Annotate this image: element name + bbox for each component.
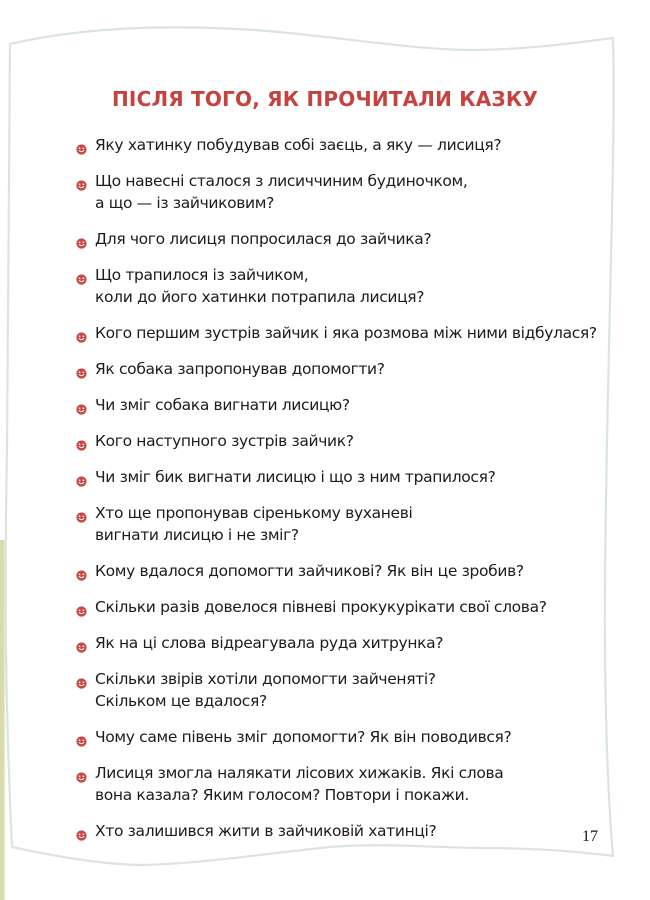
question-line: Скільки звірів хотіли допомогти зайченяті? [95,670,436,688]
list-item [76,134,621,156]
list-item [76,170,621,214]
question-text [95,726,621,748]
question-text [95,632,621,654]
smiley-face-icon [76,767,87,778]
question-line: Яку хатинку побудував собі заєць, а яку — лисиця? [95,136,502,154]
list-item [76,820,621,842]
question-line: вигнати лисицю і не зміг? [95,526,299,544]
list-item [76,762,621,806]
list-item [76,358,621,380]
question-line: Скільки разів довелося півневі прокукурікати свої слова? [95,598,547,616]
question-line: Хто залишився жити в зайчиковій хатинці? [95,822,437,840]
smiley-face-icon [76,269,87,280]
question-text [95,466,621,488]
question-text [95,264,621,308]
question-text [95,820,621,842]
question-text [95,762,621,806]
smiley-face-icon [76,565,87,576]
list-item [76,560,621,582]
question-text [95,228,621,250]
smiley-face-icon [76,507,87,518]
list-item [76,596,621,618]
smiley-face-icon [76,637,87,648]
question-line: Чому саме півень зміг допомогти? Як він поводився? [95,728,512,746]
smiley-face-icon [76,363,87,374]
question-line: Чи зміг бик вигнати лисицю і що з ним трапилося? [95,468,496,486]
smiley-face-icon [76,435,87,446]
page-edge-strip [0,540,6,900]
question-line: Що навесні сталося з лисиччиним будиночком, [95,172,468,190]
smiley-face-icon [76,175,87,186]
question-line: Кому вдалося допомогти зайчикові? Як він це зробив? [95,562,524,580]
question-line: Чи зміг собака вигнати лисицю? [95,396,350,414]
question-line: коли до його хатинки потрапила лисиця? [95,288,425,306]
list-item [76,264,621,308]
question-line: Як собака запропонував допомогти? [95,360,385,378]
question-line: Хто ще пропонував сіренькому вуханеві [95,504,413,522]
smiley-face-icon [76,327,87,338]
smiley-face-icon [76,139,87,150]
page-number: 17 [582,828,598,845]
smiley-face-icon [76,731,87,742]
question-text [95,170,621,214]
question-line: Як на ці слова відреагувала руда хитрунка? [95,634,444,652]
list-item [76,502,621,546]
question-line: Кого першим зустрів зайчик і яка розмова між ними відбулася? [95,324,597,342]
smiley-face-icon [76,825,87,836]
question-line: а що — із зайчиковим? [95,194,275,212]
list-item [76,466,621,488]
question-line: вона казала? Яким голосом? Повтори і покажи. [95,786,469,804]
question-line: Що трапилося із зайчиком, [95,266,309,284]
smiley-face-icon [76,233,87,244]
smiley-face-icon [76,399,87,410]
question-text [95,358,621,380]
question-text [95,394,621,416]
smiley-face-icon [76,673,87,684]
list-item [76,228,621,250]
smiley-face-icon [76,471,87,482]
question-text [95,560,621,582]
list-item [76,726,621,748]
list-item [76,430,621,452]
page-title: ПІСЛЯ ТОГО, ЯК ПРОЧИТАЛИ КАЗКУ [111,87,539,112]
question-text [95,134,621,156]
list-item [76,322,621,344]
list-item [76,668,621,712]
question-text [95,502,621,546]
question-line: Скільком це вдалося? [95,692,267,710]
list-item [76,632,621,654]
list-item [76,394,621,416]
question-text [95,430,621,452]
question-text [95,668,621,712]
question-line: Лисиця змогла налякати лісових хижаків. Які слова [95,764,504,782]
question-line: Кого наступного зустрів зайчик? [95,432,354,450]
question-text [95,322,621,344]
question-list [76,134,621,856]
question-line: Для чого лисиця попросилася до зайчика? [95,230,432,248]
question-text [95,596,621,618]
smiley-face-icon [76,601,87,612]
